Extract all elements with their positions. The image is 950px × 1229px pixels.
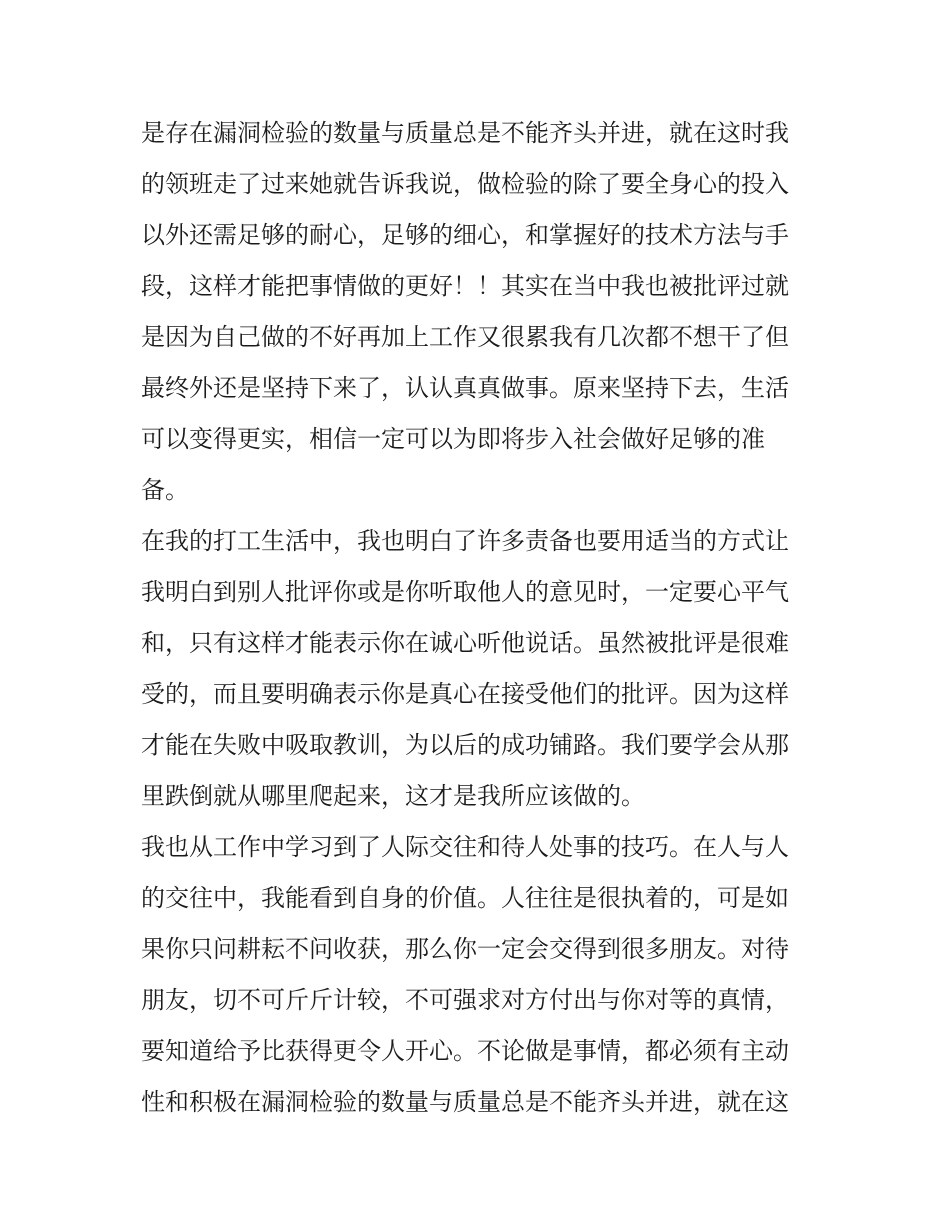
text-line: 的交往中，我能看到自身的价值。人往往是很执着的，可是如 bbox=[141, 884, 789, 912]
text-line: 性和积极在漏洞检验的数量与质量总是不能齐头并进，就在这 bbox=[141, 1088, 789, 1116]
text-line: 我明白到别人批评你或是你听取他人的意见时，一定要心平气 bbox=[141, 578, 789, 606]
text-line: 是存在漏洞检验的数量与质量总是不能齐头并进，就在这时我 bbox=[141, 119, 789, 147]
text-line: 可以变得更实，相信一定可以为即将步入社会做好足够的准 bbox=[141, 425, 765, 453]
text-line: 要知道给予比获得更令人开心。不论做是事情，都必须有主动 bbox=[141, 1037, 789, 1065]
paragraph-3 bbox=[141, 822, 821, 1128]
text-line: 在我的打工生活中，我也明白了许多责备也要用适当的方式让 bbox=[141, 527, 789, 555]
text-line: 果你只问耕耘不问收获，那么你一定会交得到很多朋友。对待 bbox=[141, 935, 789, 963]
text-line: 受的，而且要明确表示你是真心在接受他们的批评。因为这样 bbox=[141, 680, 789, 708]
text-line: 里跌倒就从哪里爬起来，这才是我所应该做的。 bbox=[141, 782, 645, 810]
text-line: 段，这样才能把事情做的更好！！其实在当中我也被批评过就 bbox=[141, 272, 789, 300]
text-line: 最终外还是坚持下来了，认认真真做事。原来坚持下去，生活 bbox=[141, 374, 789, 402]
text-line: 是因为自己做的不好再加上工作又很累我有几次都不想干了但 bbox=[141, 323, 789, 351]
text-line: 和，只有这样才能表示你在诚心听他说话。虽然被批评是很难 bbox=[141, 629, 789, 657]
document-body bbox=[141, 108, 821, 1128]
text-line: 我也从工作中学习到了人际交往和待人处事的技巧。在人与人 bbox=[141, 833, 789, 861]
text-line: 备。 bbox=[141, 476, 189, 504]
text-line: 的领班走了过来她就告诉我说，做检验的除了要全身心的投入 bbox=[141, 170, 789, 198]
text-line: 才能在失败中吸取教训，为以后的成功铺路。我们要学会从那 bbox=[141, 731, 789, 759]
paragraph-2 bbox=[141, 516, 821, 822]
text-line: 以外还需足够的耐心，足够的细心，和掌握好的技术方法与手 bbox=[141, 221, 789, 249]
paragraph-1 bbox=[141, 108, 821, 516]
text-line: 朋友，切不可斤斤计较，不可强求对方付出与你对等的真情， bbox=[141, 986, 789, 1014]
